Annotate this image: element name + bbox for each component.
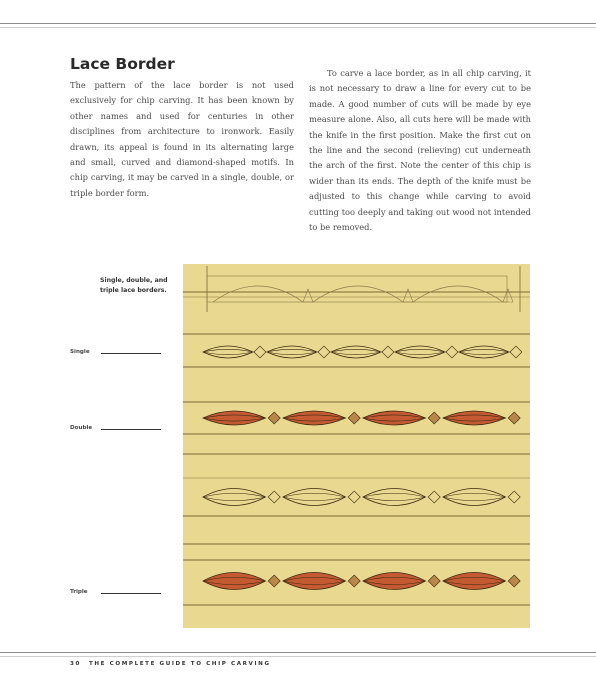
single-border-carved-lens [203,346,253,358]
double-border-drawn-diamond [428,491,440,503]
single-border-carved-diamond [318,346,330,358]
pencil-outline [207,276,507,302]
double-border-carved-lens [203,411,265,425]
triple-border-carved-lens [283,573,345,590]
triple-border-carved-diamond [508,575,520,587]
double-border-drawn-inner-arc [443,493,505,497]
top-rule-thin [0,27,596,28]
single-border-carved-lens [331,346,381,358]
left-paragraph: The pattern of the lace border is not used exclusively for chip carving. It has been known by other names and used for centuries in other disciplines from architecture to ironwork. Easily drawn, its appeal is found in its alternating large and small, curved and diamond-shaped motifs. In chip carving, it may be carved in a single, double, or triple border form. [70,80,294,198]
double-border-carved-diamond [268,412,280,424]
single-border-carved-inner-arc [395,352,445,355]
double-border-drawn-inner-arc [363,497,425,501]
double-border-drawn-lens [443,489,505,506]
double-border-drawn-lens [363,489,425,506]
double-border-carved-diamond [348,412,360,424]
double-border-drawn-inner-arc [203,493,265,497]
right-column [309,66,531,235]
leader-line-single [101,353,161,354]
double-border-drawn-diamond [508,491,520,503]
double-border-drawn-inner-arc [283,497,345,501]
leader-line-double [101,429,161,430]
single-border-carved-lens [459,346,509,358]
label-single: Single [70,349,90,355]
triple-border-carved-diamond [348,575,360,587]
carved-board [183,264,530,628]
triple-border-carved-lens [203,573,265,590]
single-border-carved-diamond [382,346,394,358]
single-border-carved-inner-arc [203,349,253,352]
double-border-drawn-inner-arc [363,493,425,497]
label-double: Double [70,425,93,431]
single-border-carved-inner-arc [331,349,381,352]
triple-border-carved-diamond [428,575,440,587]
pencil-arch [313,286,403,302]
double-border-drawn-diamond [348,491,360,503]
left-column [70,78,294,201]
leader-line-triple [101,593,161,594]
single-border-carved-inner-arc [459,349,509,352]
single-border-carved-lens [267,346,317,358]
page-number: 30 [70,661,81,667]
right-paragraph: To carve a lace border, as in all chip carving, it is not necessary to draw a line for every cut to be made. A good number of cuts will be made by eye measure alone. Also, all cuts here will be made with the knife in the first position. Make the first cut on the line and the second (relieving) cut underneath the arch of the first. Note the center of this chip is wider than its ends. The depth of the knife must be adjusted to this change while carving to avoid cutting too deeply and taking out wood not intended to be removed. [309,68,531,233]
page-footer [70,661,271,667]
double-border-drawn-inner-arc [443,497,505,501]
single-border-carved-inner-arc [267,352,317,355]
single-border-carved-inner-arc [395,349,445,352]
triple-border-carved-lens [443,573,505,590]
single-border-carved-inner-arc [267,349,317,352]
bottom-rule-thin [0,656,596,657]
double-border-carved-lens [363,411,425,425]
single-border-carved-lens [395,346,445,358]
pencil-arch [213,286,303,302]
section-heading: Lace Border [70,55,175,73]
book-title: THE COMPLETE GUIDE TO CHIP CARVING [88,661,271,667]
figure-caption: Single, double, and triple lace borders. [100,277,168,294]
pencil-diamond [303,289,313,302]
single-border-carved-inner-arc [331,352,381,355]
pencil-diamond [503,289,513,302]
single-border-carved-diamond [446,346,458,358]
pencil-arch [413,286,503,302]
double-border-carved-diamond [508,412,520,424]
double-border-drawn-lens [283,489,345,506]
double-border-drawn-diamond [268,491,280,503]
double-border-carved-lens [443,411,505,425]
single-border-carved-inner-arc [203,352,253,355]
bottom-rule [0,652,596,653]
label-triple: Triple [70,589,88,595]
top-rule [0,23,596,24]
double-border-carved-lens [283,411,345,425]
lace-border-photo [183,264,530,628]
triple-border-carved-diamond [268,575,280,587]
double-border-drawn-lens [203,489,265,506]
triple-border-carved-lens [363,573,425,590]
double-border-drawn-inner-arc [283,493,345,497]
double-border-carved-diamond [428,412,440,424]
pencil-diamond [403,289,413,302]
double-border-drawn-inner-arc [203,497,265,501]
single-border-carved-diamond [510,346,522,358]
single-border-carved-inner-arc [459,352,509,355]
single-border-carved-diamond [254,346,266,358]
